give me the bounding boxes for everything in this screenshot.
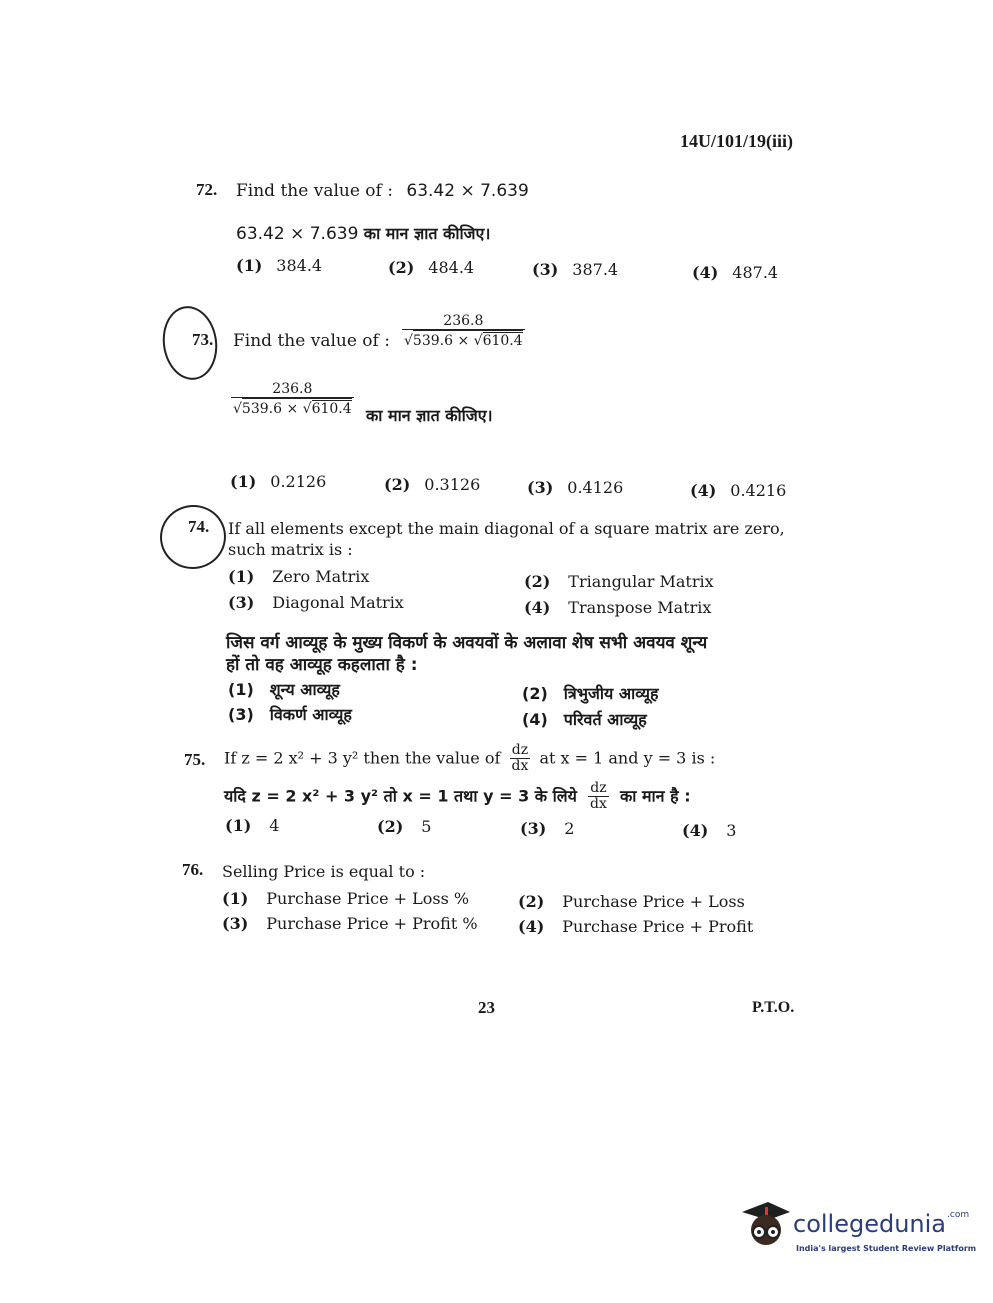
collegedunia-brand: collegedunia$^{.com}$ [793, 1210, 970, 1238]
q74-option-1: (1) Zero Matrix [228, 567, 370, 586]
q72-option-1: (1) 384.4 [236, 256, 323, 275]
q74-hand-circle [155, 500, 231, 574]
q72-hi-text: का मान ज्ञात कीजिए। [363, 224, 491, 243]
q72-expr: 63.42 × 7.639 [406, 181, 529, 201]
q75-option-3: (3) 2 [520, 819, 575, 838]
q72-option-2: (2) 484.4 [388, 258, 475, 277]
q74-hi-line1: जिस वर्ग आव्यूह के मुख्य विकर्ण के अवयवों के अलावा शेष सभी अवयव शून्य [226, 633, 708, 653]
q72-number: 72. [196, 180, 218, 199]
q74-option-4: (4) Transpose Matrix [524, 598, 712, 617]
q75-hi-a: यदि z = 2 x² + 3 y² तो x = 1 तथा y = 3 के लिये [224, 786, 577, 806]
q76-option-4: (4) Purchase Price + Profit [518, 917, 754, 936]
q75-english [224, 743, 715, 775]
collegedunia-com: .com [947, 1210, 970, 1220]
q74-line1: If all elements except the main diagonal of a square matrix are zero, [228, 519, 785, 538]
q73-hi-numerator: 236.8 [231, 382, 354, 398]
paper-code: 14U/101/19(iii) [680, 131, 793, 151]
q75-option-1: (1) 4 [225, 816, 280, 835]
q75-frac-d: dx [511, 758, 529, 775]
q72-option-4: (4) 487.4 [692, 263, 779, 282]
q74-hi-option-1: (1) शून्य आव्यूह [228, 680, 340, 699]
q75-option-4: (4) 3 [682, 821, 737, 840]
collegedunia-logo-icon [738, 1198, 794, 1254]
q73-hi-den-a: 539.6 × [241, 401, 299, 418]
q75-frac-n: dz [510, 743, 531, 759]
q75-number: 75. [184, 750, 206, 769]
q73-numerator: 236.8 [402, 314, 525, 330]
q74-hi-option-4: (4) परिवर्त आव्यूह [522, 710, 647, 729]
q76-number: 76. [182, 860, 204, 879]
q75-option-2: (2) 5 [377, 817, 432, 836]
q72-prefix: Find the value of : [236, 181, 393, 201]
q72-hi-expr: 63.42 × 7.639 [236, 224, 359, 244]
q75-hi-frac-n: dz [588, 781, 609, 797]
pto-label: P.T.O. [752, 999, 795, 1016]
q72-hindi [236, 222, 490, 244]
q75-hindi [224, 781, 691, 813]
q73-option-2: (2) 0.3126 [384, 475, 481, 494]
page-number: 23 [478, 998, 495, 1017]
q74-hi-option-3: (3) विकर्ण आव्यूह [228, 705, 352, 724]
q75-hi-b: का मान है : [619, 786, 691, 806]
q76-option-2: (2) Purchase Price + Loss [518, 892, 745, 911]
q75-en-b: at x = 1 and y = 3 is : [539, 748, 716, 768]
q73-hi-den-b: 610.4 [311, 401, 352, 418]
q76-english: Selling Price is equal to : [222, 862, 426, 881]
q75-hi-frac-d: dx [590, 796, 607, 813]
q73-hindi-fraction: $\frac{236.8}{√539.6 \times √610.4}$ [233, 381, 352, 418]
q73-den-b: 610.4 [482, 333, 523, 350]
q74-option-2: (2) Triangular Matrix [524, 572, 714, 591]
q74-hi-line2: हों तो वह आव्यूह कहलाता है : [226, 655, 418, 675]
q73-prefix: Find the value of : [233, 331, 390, 351]
q73-option-4: (4) 0.4216 [690, 481, 787, 500]
q76-option-3: (3) Purchase Price + Profit % [222, 914, 478, 933]
q74-hi-option-2: (2) त्रिभुजीय आव्यूह [522, 684, 659, 703]
q73-hi-text: का मान ज्ञात कीजिए। [366, 406, 493, 425]
collegedunia-tagline: India's largest Student Review Platform [796, 1244, 977, 1253]
q73-den-a: 539.6 × [412, 333, 470, 350]
q74-number: 74. [188, 517, 210, 536]
q74-option-3: (3) Diagonal Matrix [228, 593, 404, 612]
q73-option-1: (1) 0.2126 [230, 472, 327, 491]
q76-option-1: (1) Purchase Price + Loss % [222, 889, 470, 908]
q72-option-3: (3) 387.4 [532, 260, 619, 279]
q72-english [236, 181, 529, 201]
q73-number: 73. [192, 330, 214, 349]
q73-fraction: $\frac{236.8}{√539.6 \times √610.4}$ [404, 313, 523, 350]
q74-line2: such matrix is : [228, 540, 353, 559]
q75-en-a: If z = 2 x² + 3 y² then the value of [224, 748, 501, 768]
q73-option-3: (3) 0.4126 [527, 478, 624, 497]
